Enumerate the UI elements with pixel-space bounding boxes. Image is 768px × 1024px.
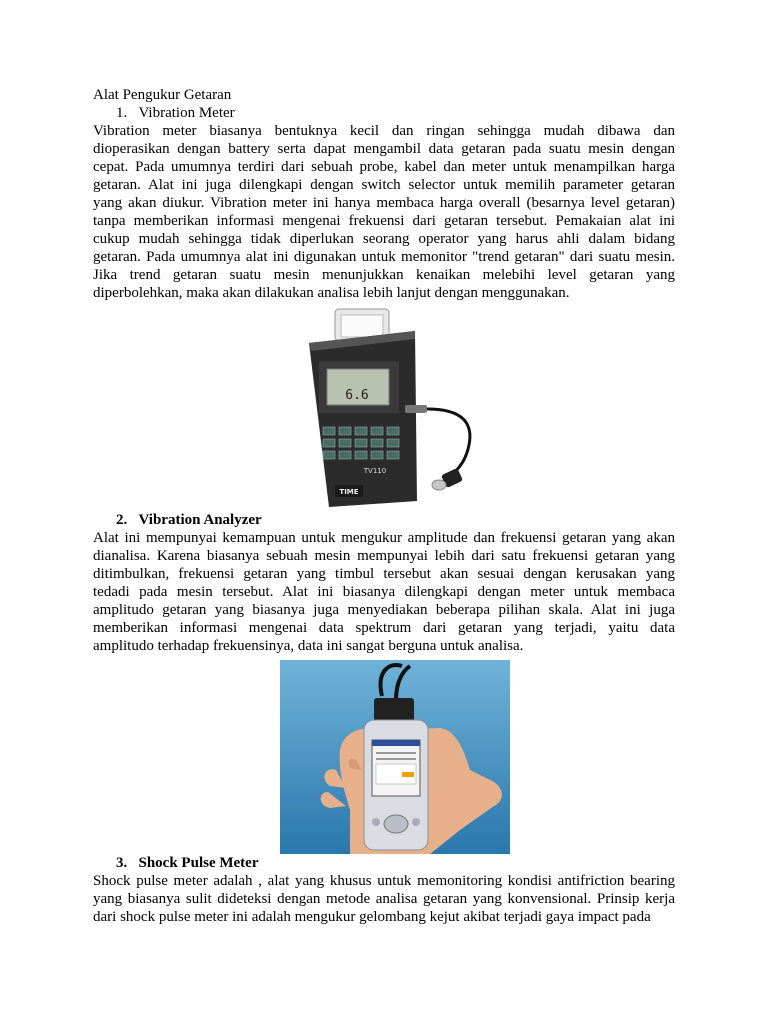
brand-label-text: TIME (339, 488, 359, 496)
display-value-text: 6.6 (345, 388, 369, 403)
paragraph-line: getaran. Alat ini juga dilengkapi dengan switch selector untuk memilih parameter getaran (93, 177, 675, 193)
section-1-title: Vibration Meter (138, 105, 235, 121)
section-2-title: Vibration Analyzer (138, 512, 262, 528)
vibration-meter-image (305, 305, 495, 510)
section-1-heading (116, 104, 235, 123)
paragraph-line: tedadi pada mesin tersebut. Alat ini biasanya dilengkapi dengan meter untuk membaca (93, 584, 675, 600)
paragraph-line: yang akan diukur. Vibration meter ini hanya membaca harga overall (besarnya level getaran) (93, 195, 675, 211)
paragraph-line: memberikan informasi mengenai data spektrum dari getaran yang terjadi, yaitu data (93, 620, 675, 636)
paragraph-line: cepat. Pada umumnya terdiri dari sebuah probe, kabel dan meter untuk menampilkan harga (93, 159, 675, 175)
paragraph-line: getaran. Pada umumnya alat ini digunakan untuk memonitor "trend getaran" dari suatu mesin. (93, 249, 675, 265)
paragraph-line: cukup mudah sehingga tidak diperlukan seorang operator yang harus ahli dalam bidang (93, 231, 675, 247)
paragraph-line: Alat ini mempunyai kemampuan untuk mengukur amplitude dan frekuensi getaran yang akan (93, 530, 675, 546)
paragraph-line: Vibration meter biasanya bentuknya kecil dan ringan sehingga mudah dibawa dan (93, 123, 675, 139)
paragraph-line: Shock pulse meter adalah , alat yang khusus untuk memonitoring kondisi antifriction bearing (93, 873, 675, 889)
paragraph-line: yang biasanya sulit dideteksi dengan metode analisa getaran yang konvensional. Prinsip kerja (93, 891, 675, 907)
section-2-number: 2. (116, 512, 128, 528)
paragraph-line: dioperasikan dengan battery serta dapat mengambil data getaran pada suatu mesin dengan (93, 141, 675, 157)
paragraph-line: amplitudo terhadap frekuensinya, data ini sangat berguna untuk analisa. (93, 638, 524, 654)
model-label-text: TV110 (363, 467, 387, 475)
paragraph-line: diperbolehkan, maka akan dilakukan analisa lebih lanjut dengan menggunakan. (93, 285, 570, 301)
section-2-heading (116, 511, 262, 530)
section-3-heading (116, 854, 258, 873)
paragraph-line: Jika trend getaran suatu mesin menunjukkan kenaikan melebihi level getaran yang (93, 267, 675, 283)
section-1-number: 1. (116, 105, 128, 121)
paragraph-line: dari shock pulse meter ini adalah mengukur gelombang kejut akibat terjadi gaya impact pada (93, 909, 651, 925)
paragraph-line: amplitudo getaran yang biasanya juga menyediakan beberapa pilihan skala. Alat ini juga (93, 602, 675, 618)
paragraph-line: tanpa memberikan informasi mengenai frekuensi dari getaran tersebut. Pemakaian alat ini (93, 213, 675, 229)
section-3-title: Shock Pulse Meter (138, 855, 259, 871)
vibration-analyzer-image (280, 660, 510, 854)
paragraph-line: dianalisa. Karena biasanya sebuah mesin mempunyai lebih dari satu frekuensi getaran yang (93, 548, 675, 564)
document-title: Alat Pengukur Getaran (93, 87, 232, 103)
paragraph-line: ditimbulkan, frekuensi getaran yang timbul tersebut akan sesuai dengan kerusakan yang (93, 566, 675, 582)
section-3-number: 3. (116, 855, 128, 871)
